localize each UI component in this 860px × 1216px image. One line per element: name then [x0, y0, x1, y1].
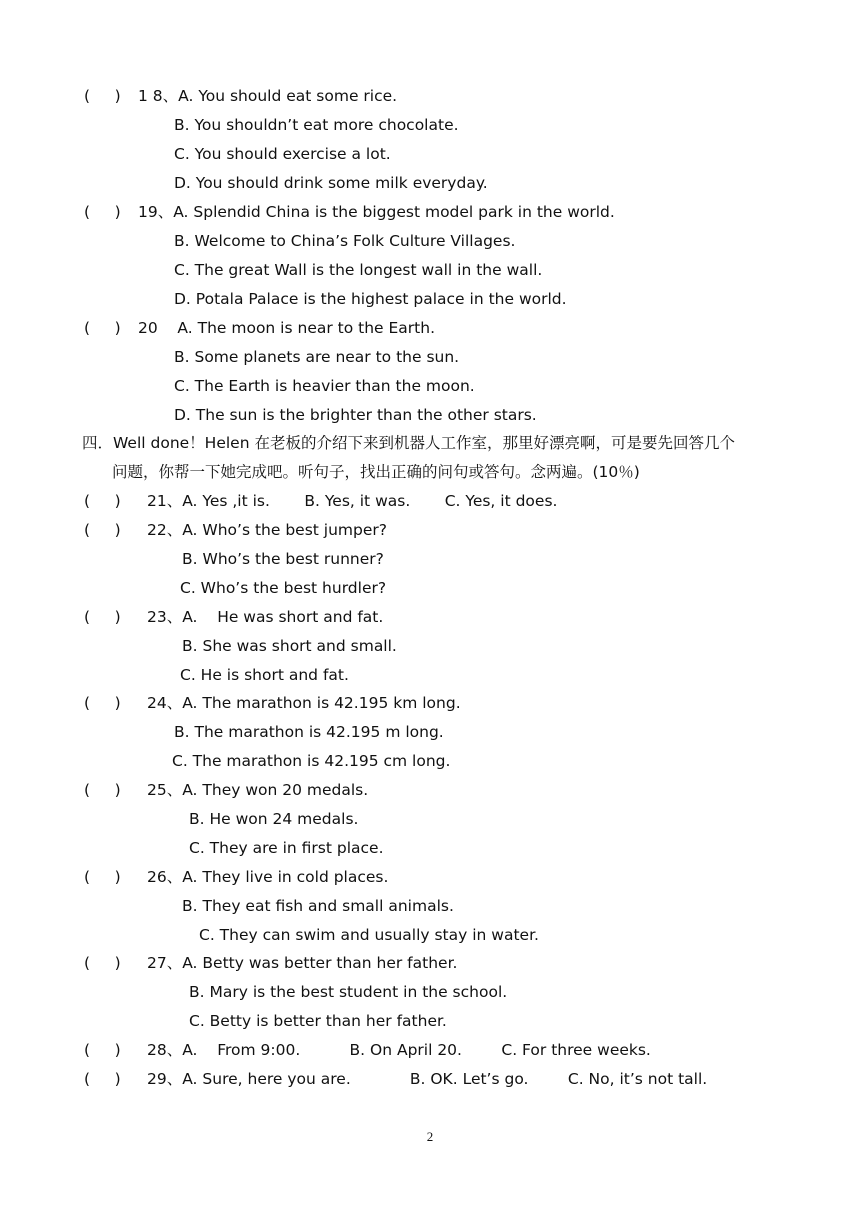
q24-option-c: C. The marathon is 42.195 cm long. — [172, 752, 451, 770]
answer-blank[interactable]: ( ) — [84, 203, 121, 221]
q23-option-b: B. She was short and small. — [182, 637, 397, 655]
page-number: 2 — [426, 1129, 434, 1144]
q20-option-c: C. The Earth is heavier than the moon. — [174, 377, 475, 395]
answer-blank[interactable]: ( ) — [84, 608, 121, 626]
q19-option-a: 19、A. Splendid China is the biggest model park in the world. — [138, 203, 615, 221]
answer-blank[interactable]: ( ) — [84, 87, 121, 105]
q26-option-a: 26、A. They live in cold places. — [147, 868, 389, 886]
answer-blank[interactable]: ( ) — [84, 1070, 121, 1088]
answer-blank[interactable]: ( ) — [84, 781, 121, 799]
answer-blank[interactable]: ( ) — [84, 694, 121, 712]
q23-option-c: C. He is short and fat. — [180, 666, 349, 684]
answer-blank[interactable]: ( ) — [84, 521, 121, 539]
q26-option-b: B. They eat fish and small animals. — [182, 897, 454, 915]
answer-blank[interactable]: ( ) — [84, 1041, 121, 1059]
q19-option-b: B. Welcome to China’s Folk Culture Villages. — [174, 232, 516, 250]
section-instructions: 问题，你帮一下她完成吧。听句子，找出正确的问句或答句。念两遍。(10％) — [112, 463, 640, 481]
q18-option-d: D. You should drink some milk everyday. — [174, 174, 488, 192]
q19-option-d: D. Potala Palace is the highest palace in the world. — [174, 290, 567, 308]
answer-blank[interactable]: ( ) — [84, 492, 121, 510]
q23-option-a: 23、A. He was short and fat. — [147, 608, 384, 626]
q22-option-b: B. Who’s the best runner? — [182, 550, 384, 568]
q18-option-a: 1 8、A. You should eat some rice. — [138, 87, 398, 105]
q25-option-b: B. He won 24 medals. — [189, 810, 359, 828]
q20-option-a: 20 A. The moon is near to the Earth. — [138, 319, 435, 337]
q27-option-b: B. Mary is the best student in the school. — [189, 983, 508, 1001]
q29-options: 29、A. Sure, here you are. B. OK. Let’s go. C. No, it’s not tall. — [147, 1070, 708, 1088]
section-heading: 四．Well done！Helen 在老板的介绍下来到机器人工作室，那里好漂亮啊，可是要先回答几个 — [82, 434, 735, 452]
q27-option-c: C. Betty is better than her father. — [189, 1012, 447, 1030]
answer-blank[interactable]: ( ) — [84, 868, 121, 886]
q21-options: 21、A. Yes ,it is. B. Yes, it was. C. Yes, it does. — [147, 492, 558, 510]
q20-option-d: D. The sun is the brighter than the other stars. — [174, 406, 537, 424]
answer-blank[interactable]: ( ) — [84, 319, 121, 337]
q22-option-c: C. Who’s the best hurdler? — [180, 579, 387, 597]
q27-option-a: 27、A. Betty was better than her father. — [147, 954, 458, 972]
q28-options: 28、A. From 9:00. B. On April 20. C. For three weeks. — [147, 1041, 651, 1059]
q22-option-a: 22、A. Who’s the best jumper? — [147, 521, 387, 539]
q26-option-c: C. They can swim and usually stay in water. — [199, 926, 539, 944]
q20-option-b: B. Some planets are near to the sun. — [174, 348, 460, 366]
q25-option-c: C. They are in first place. — [189, 839, 384, 857]
q25-option-a: 25、A. They won 20 medals. — [147, 781, 369, 799]
q18-option-c: C. You should exercise a lot. — [174, 145, 391, 163]
q24-option-a: 24、A. The marathon is 42.195 km long. — [147, 694, 461, 712]
q18-option-b: B. You shouldn’t eat more chocolate. — [174, 116, 459, 134]
answer-blank[interactable]: ( ) — [84, 954, 121, 972]
q24-option-b: B. The marathon is 42.195 m long. — [174, 723, 444, 741]
q19-option-c: C. The great Wall is the longest wall in the wall. — [174, 261, 543, 279]
